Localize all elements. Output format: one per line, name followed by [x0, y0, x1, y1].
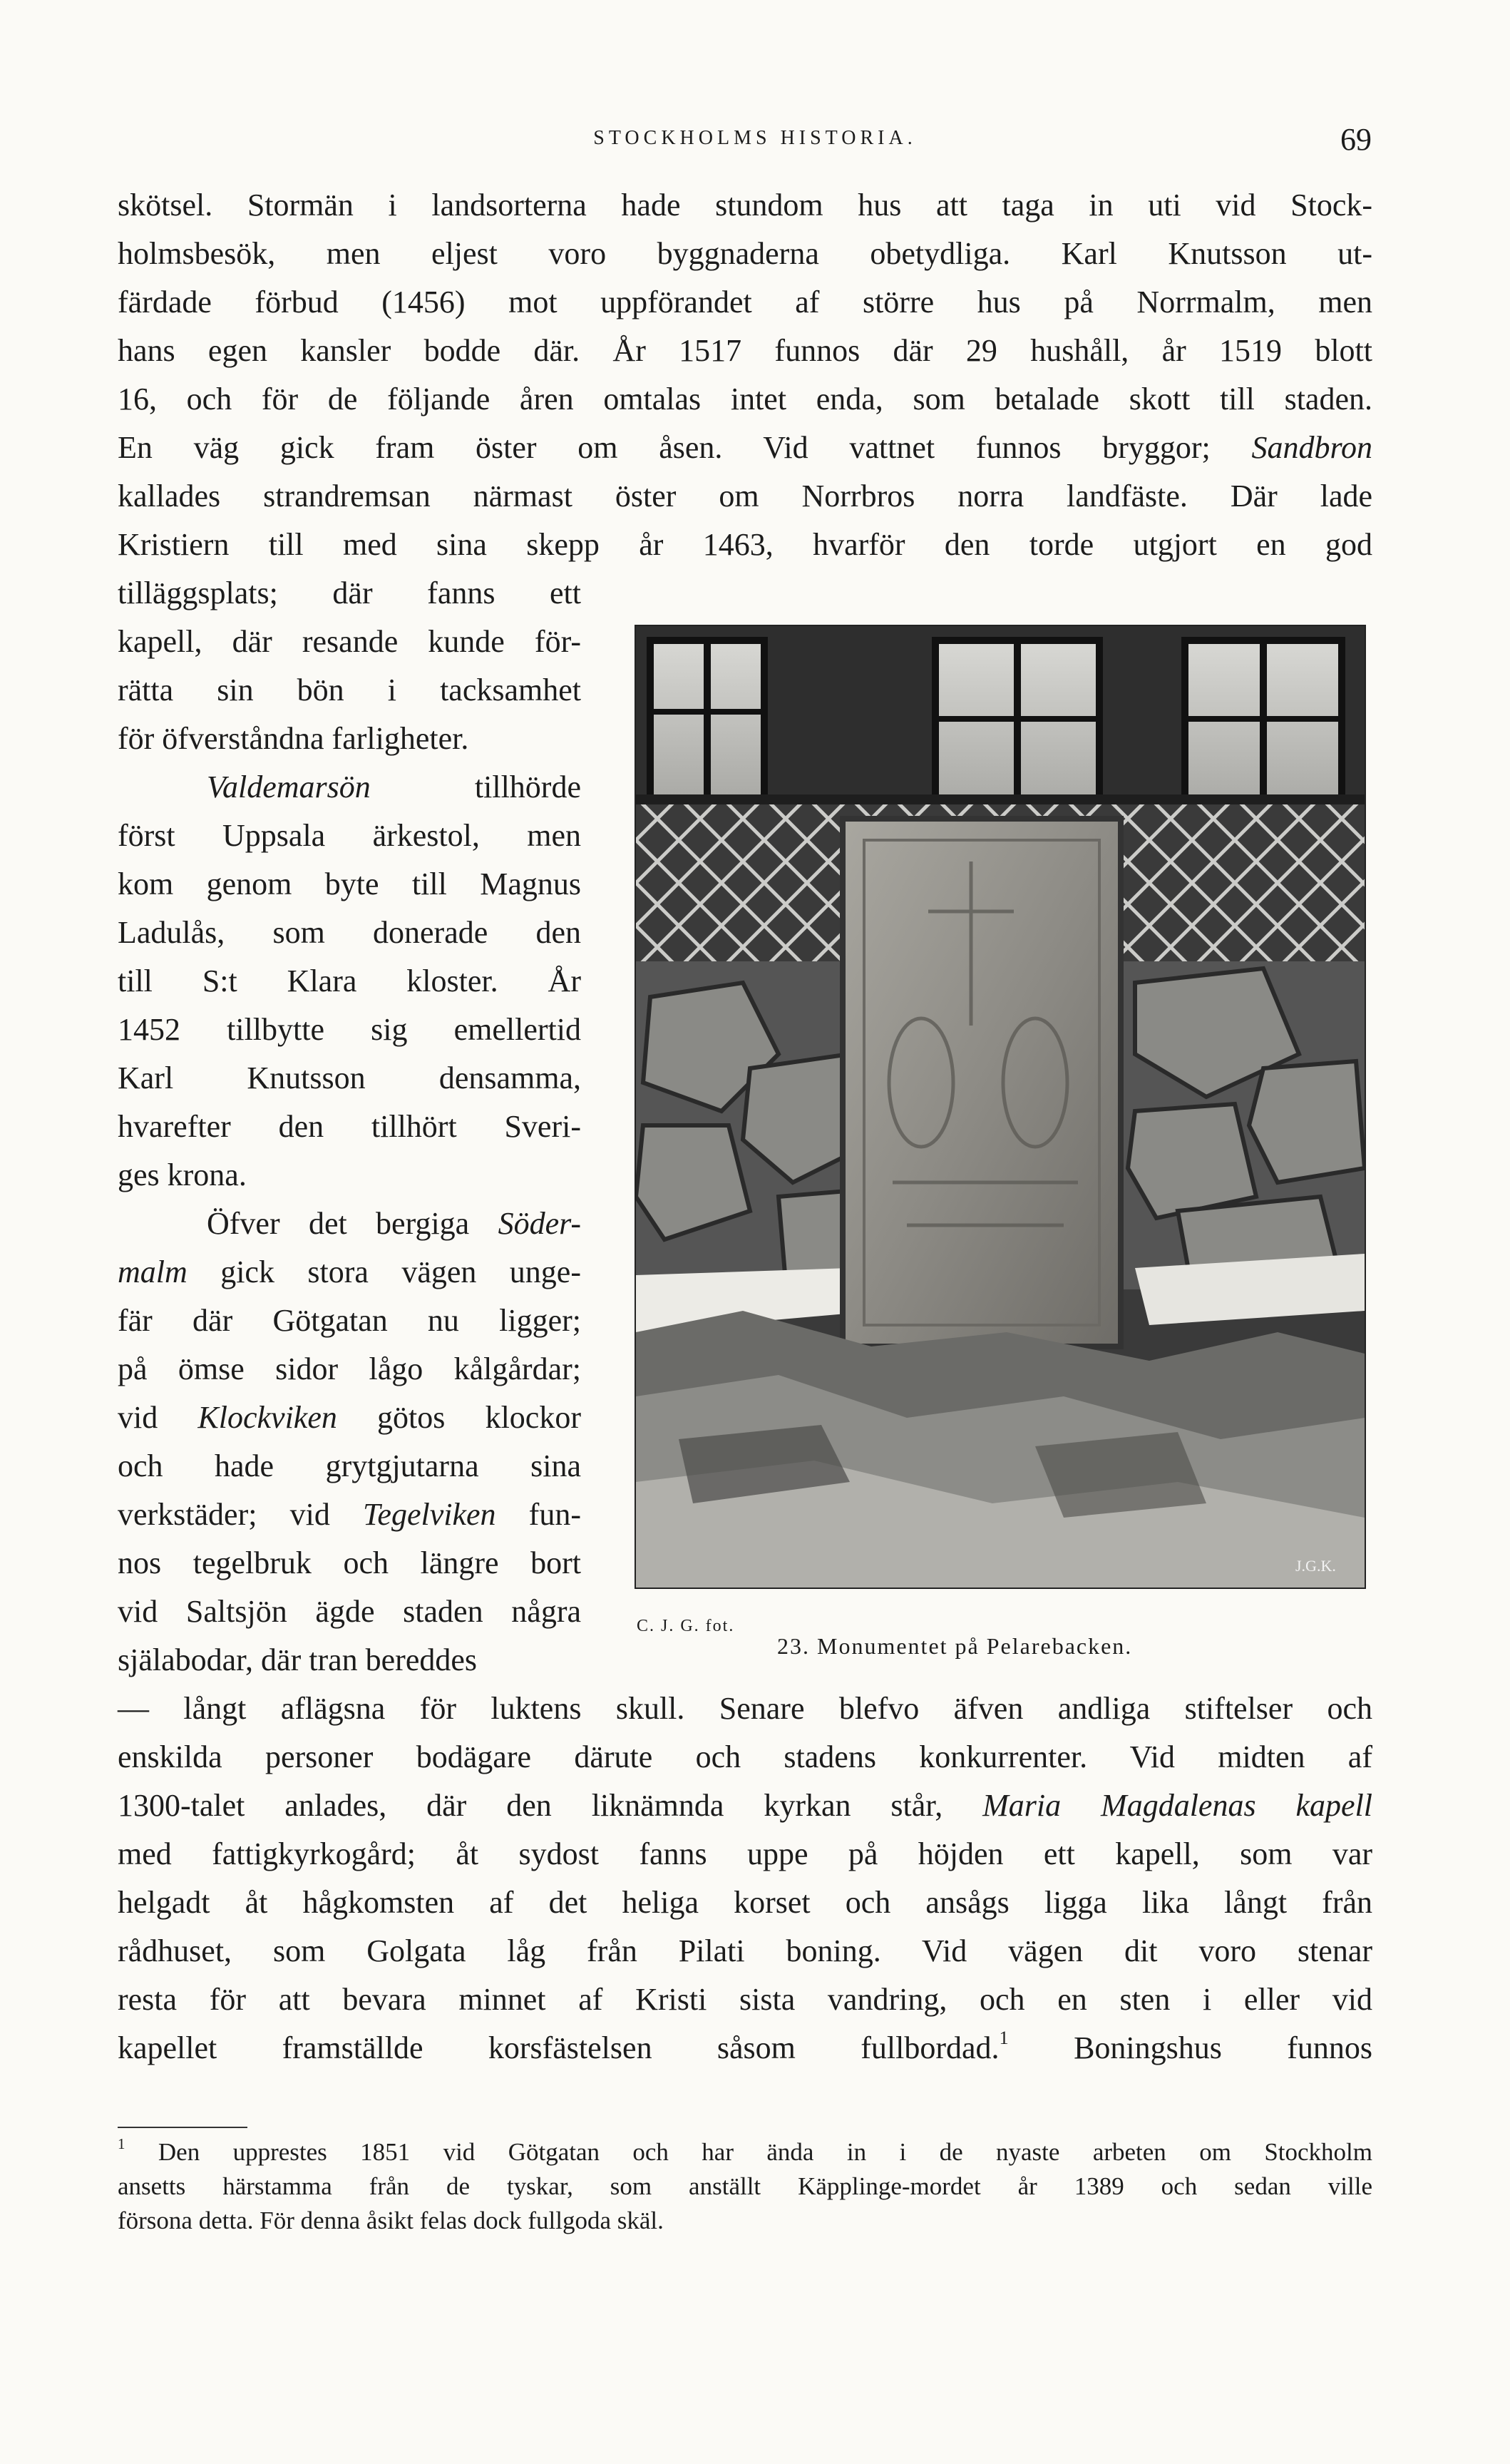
place-name-italic: Valdemarsön [207, 770, 371, 804]
text-line: Kristiern till med sina skepp år 1463, hvarför den torde utgjort en god [118, 527, 1372, 562]
place-name-italic: malm [118, 1254, 188, 1289]
text-line: med fattigkyrkogård; åt sydost fanns uppe på höjden ett kapell, som var [118, 1836, 1372, 1871]
text-line [118, 1787, 1372, 1824]
column-line [118, 1205, 581, 1242]
photo-signature: J.G.K. [1295, 1557, 1336, 1575]
column-line: först Uppsala ärkestol, men [118, 818, 581, 853]
column-line [118, 1254, 581, 1290]
text-line: skötsel. Stormän i landsorterna hade stundom hus att taga in uti vid Stock- [118, 188, 1372, 223]
column-line: vid Saltsjön ägde staden några [118, 1594, 581, 1629]
column-line [118, 1496, 581, 1533]
text-fragment: götos klockor [337, 1400, 581, 1435]
text-line: helgadt åt hågkomsten af det heliga korset och ansågs ligga lika långt från [118, 1885, 1372, 1920]
place-name-italic: Maria Magdalenas kapell [982, 1788, 1372, 1823]
text-line [118, 429, 1372, 466]
text-line: färdade förbud (1456) mot uppförandet af större hus på Norrmalm, men [118, 285, 1372, 319]
text-fragment: tillhörde [370, 770, 581, 804]
text-fragment: En väg gick fram öster om åsen. Vid vattnet funnos bryggor; [118, 430, 1211, 465]
column-line: tilläggsplats; där fanns ett [118, 576, 581, 610]
column-line: kapell, där resande kunde för- [118, 624, 581, 659]
text-fragment: vid [118, 1400, 198, 1435]
footnote-rule [118, 2127, 247, 2128]
text-line: hans egen kansler bodde där. År 1517 funnos där 29 hushåll, år 1519 blott [118, 333, 1372, 368]
column-line: Ladulås, som donerade den [118, 915, 581, 950]
column-line [118, 1399, 581, 1436]
text-line: enskilda personer bodägare därute och stadens konkurrenter. Vid midten af [118, 1739, 1372, 1774]
text-line: holmsbesök, men eljest voro byggnaderna obetydliga. Karl Knutsson ut- [118, 236, 1372, 271]
text-line: — långt aflägsna för luktens skull. Senare blefvo äfven andliga stiftelser och [118, 1691, 1372, 1726]
column-line: nos tegelbruk och längre bort [118, 1545, 581, 1580]
text-line [118, 2027, 1373, 2066]
figure-caption: 23. Monumentet på Pelarebacken. [777, 1633, 1133, 1659]
text-fragment: Boningshus funnos [1008, 2030, 1373, 2065]
text-fragment: Den upprestes 1851 vid Götgatan och har ända in i de nyaste arbeten om Stockholm [125, 2138, 1372, 2166]
text-fragment: verkstäder; vid [118, 1497, 363, 1532]
column-line: fär där Götgatan nu ligger; [118, 1303, 581, 1338]
text-fragment: fun- [495, 1497, 581, 1532]
column-line: hvarefter den tillhört Sveri- [118, 1109, 581, 1144]
page-number: 69 [1340, 122, 1372, 157]
column-line: och hade grytgjutarna sina [118, 1448, 581, 1483]
column-line: för öfverståndna farligheter. [118, 721, 469, 756]
column-line: till S:t Klara kloster. År [118, 963, 581, 998]
place-name-italic: Söder- [498, 1206, 581, 1241]
footnote-mark: 1 [118, 2135, 125, 2152]
monument-photograph [635, 625, 1366, 1589]
column-line: Karl Knutsson densamma, [118, 1060, 581, 1095]
column-line [118, 769, 581, 805]
footnote-line [118, 2135, 1372, 2167]
column-line: själabodar, där tran bereddes [118, 1642, 478, 1677]
page-header-title: STOCKHOLMS HISTORIA. [593, 127, 917, 149]
column-line: kom genom byte till Magnus [118, 867, 581, 901]
text-line: rådhuset, som Golgata låg från Pilati boning. Vid vägen dit voro stenar [118, 1933, 1372, 1968]
text-fragment: gick stora vägen unge- [187, 1254, 581, 1289]
column-line: på ömse sidor lågo kålgårdar; [118, 1351, 581, 1386]
text-fragment: 1300-talet anlades, där den liknämnda kyrkan står, [118, 1788, 943, 1823]
text-fragment: kapellet framställde korsfästelsen såsom fullbordad. [118, 2030, 1000, 2065]
photo-credit: C. J. G. fot. [637, 1617, 735, 1635]
text-fragment: Öfver det bergiga [207, 1206, 498, 1241]
place-name-italic: Sandbron [1251, 430, 1372, 465]
place-name-italic: Tegelviken [363, 1497, 496, 1532]
column-line: rätta sin bön i tacksamhet [118, 673, 581, 707]
place-name-italic: Klockviken [197, 1400, 337, 1435]
footnote-line: försona detta. För denna åsikt felas dock fullgoda skäl. [118, 2207, 664, 2234]
column-line: 1452 tillbytte sig emellertid [118, 1012, 581, 1047]
footnote-line: ansetts härstamma från de tyskar, som anställt Käpplinge-mordet år 1389 och sedan ville [118, 2172, 1372, 2200]
text-line: resta för att bevara minnet af Kristi sista vandring, och en sten i eller vid [118, 1982, 1372, 2017]
footnote-reference: 1 [999, 2027, 1009, 2048]
column-line: ges krona. [118, 1157, 247, 1192]
text-line: kallades strandremsan närmast öster om Norrbros norra landfäste. Där lade [118, 479, 1372, 513]
text-line: 16, och för de följande åren omtalas intet enda, som betalade skott till staden. [118, 382, 1372, 416]
